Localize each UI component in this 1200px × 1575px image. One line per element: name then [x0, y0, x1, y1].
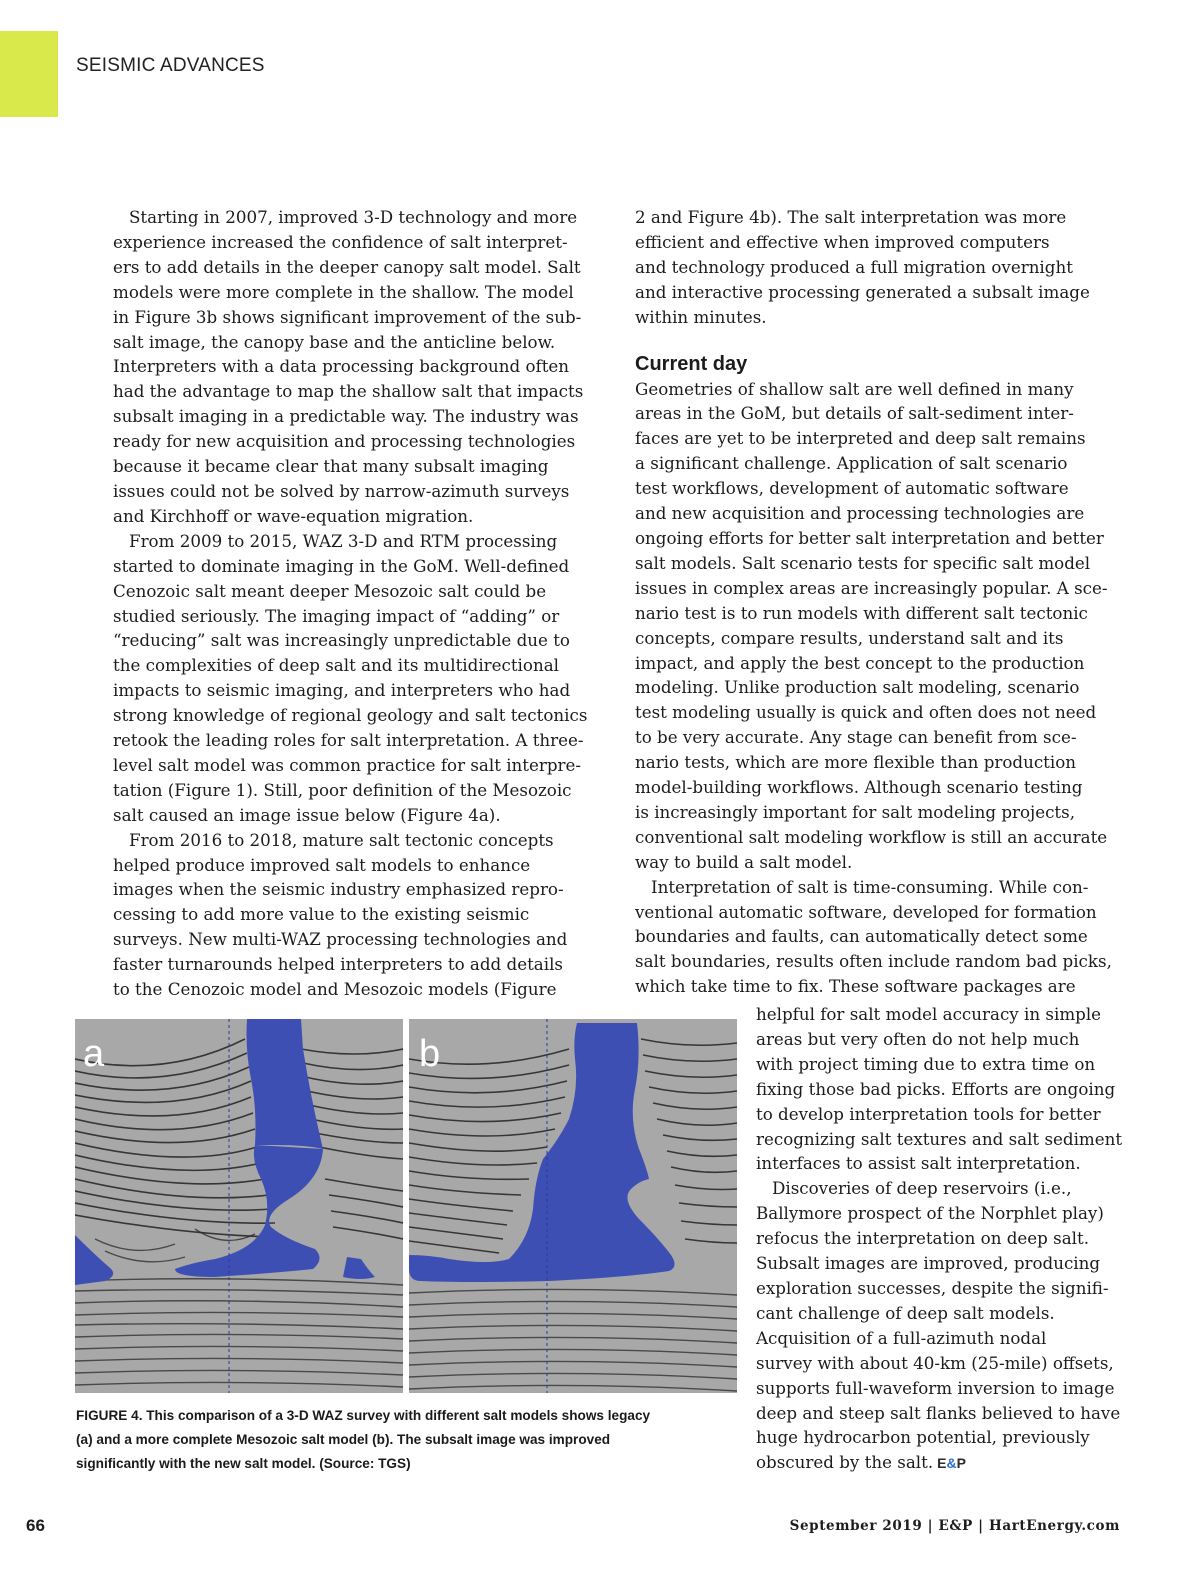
text-line: issues could not be solved by narrow-azimuth surveys: [113, 480, 570, 501]
text-line: salt caused an image issue below (Figure 4a).: [113, 804, 501, 825]
text-line: started to dominate imaging in the GoM. Well-defined: [113, 555, 570, 576]
text-line: deep and steep salt flanks believed to have: [756, 1402, 1121, 1423]
text-line: studied seriously. The imaging impact of “adding” or: [113, 605, 560, 626]
text-line: helped produce improved salt models to enhance: [113, 854, 531, 875]
text-line: fixing those bad picks. Efforts are ongoing: [756, 1078, 1116, 1099]
ep-end-logo: [937, 1451, 966, 1476]
paragraph: [635, 205, 1125, 330]
text-line: faces are yet to be interpreted and deep salt remains: [635, 428, 1086, 449]
text-line: impacts to seismic imaging, and interpreters who had: [113, 680, 571, 701]
paragraph: [113, 828, 593, 1002]
text-line: Interpreters with a data processing background often: [113, 356, 570, 377]
text-line: nario tests, which are more flexible than production: [635, 752, 1077, 773]
caption-line: significantly with the new salt model. (Source: TGS): [76, 1456, 411, 1471]
text-line: strong knowledge of regional geology and salt tectonics: [113, 705, 588, 726]
text-line: and technology produced a full migration overnight: [635, 256, 1073, 277]
text-line: way to build a salt model.: [635, 851, 853, 872]
text-line: ers to add details in the deeper canopy salt model. Salt: [113, 256, 581, 277]
text-line: nario test is to run models with different salt tectonic: [635, 602, 1088, 623]
paragraph: [756, 1002, 1126, 1176]
text-line: obscured by the salt. E&P: [756, 1450, 1126, 1476]
text-line: test modeling usually is quick and often does not need: [635, 702, 1097, 723]
text-line: salt image, the canopy base and the anticline below.: [113, 331, 556, 352]
text-line: ready for new acquisition and processing technologies: [113, 431, 576, 452]
text-line: to be very accurate. Any stage can benefit from sce-: [635, 727, 1077, 748]
text-line: helpful for salt model accuracy in simple: [756, 1004, 1102, 1024]
text-line: the complexities of deep salt and its multidirectional: [113, 655, 559, 676]
text-line: recognizing salt textures and salt sediment: [756, 1128, 1123, 1149]
right-column: [635, 205, 1125, 999]
text-line: areas but very often do not help much: [756, 1028, 1080, 1049]
section-color-tab: [0, 31, 58, 117]
end-mark-e: E: [937, 1455, 947, 1472]
text-line: issues in complex areas are increasingly popular. A sce-: [635, 577, 1108, 598]
text-line: a significant challenge. Application of salt scenario: [635, 453, 1068, 474]
text-line: interfaces to assist salt interpretation.: [756, 1153, 1081, 1174]
end-mark-p: P: [956, 1455, 966, 1472]
text-line: From 2009 to 2015, WAZ 3-D and RTM processing: [129, 530, 558, 551]
text-line: to develop interpretation tools for better: [756, 1103, 1101, 1124]
text-line: tation (Figure 1). Still, poor definition of the Mesozoic: [113, 779, 572, 800]
text-line: with project timing due to extra time on: [756, 1053, 1096, 1074]
text-line: because it became clear that many subsalt imaging: [113, 456, 549, 477]
seismic-panel-a: [75, 1019, 403, 1393]
text-line: within minutes.: [635, 306, 767, 327]
text-line: “reducing” salt was increasingly unpredictable due to: [113, 630, 570, 651]
text-line: Discoveries of deep reservoirs (i.e.,: [772, 1178, 1072, 1199]
text-line: had the advantage to map the shallow salt that impacts: [113, 381, 584, 402]
section-header: SEISMIC ADVANCES: [76, 55, 265, 76]
paragraph: [635, 875, 1125, 1000]
text-line: supports full-waveform inversion to image: [756, 1377, 1115, 1398]
text-line: cessing to add more value to the existing seismic: [113, 904, 530, 925]
text-line: areas in the GoM, but details of salt-sediment inter-: [635, 403, 1074, 424]
text-line: to the Cenozoic model and Mesozoic models (Figure: [113, 979, 557, 1000]
seismic-panel-b: [409, 1019, 737, 1393]
text-line: faster turnarounds helped interpreters to add details: [113, 954, 563, 975]
section-heading: Current day: [635, 352, 748, 375]
footer-info: September 2019 | E&P | HartEnergy.com: [789, 1518, 1120, 1534]
paragraph: [635, 377, 1125, 875]
text-line: refocus the interpretation on deep salt.: [756, 1228, 1090, 1249]
text-line: conventional salt modeling workflow is still an accurate: [635, 826, 1108, 847]
text-line: Subsalt images are improved, producing: [756, 1253, 1101, 1274]
paragraph: [113, 205, 593, 529]
text-line: impact, and apply the best concept to the production: [635, 652, 1085, 673]
text-line: Interpretation of salt is time-consuming. While con-: [651, 876, 1089, 897]
seismic-image-b: [409, 1019, 737, 1393]
narrow-column: [756, 1002, 1126, 1476]
text-line: model-building workflows. Although scenario testing: [635, 777, 1083, 798]
panel-label-a: a: [83, 1033, 105, 1075]
text-line: surveys. New multi-WAZ processing technologies and: [113, 929, 568, 950]
paragraph: [756, 1176, 1126, 1476]
text-line: in Figure 3b shows significant improvement of the sub-: [113, 306, 582, 327]
text-line: subsalt imaging in a predictable way. The industry was: [113, 406, 579, 427]
text-line: test workflows, development of automatic software: [635, 478, 1069, 499]
text-line: models were more complete in the shallow. The model: [113, 281, 574, 302]
text-line: efficient and effective when improved computers: [635, 231, 1050, 252]
text-line: Ballymore prospect of the Norphlet play): [756, 1203, 1104, 1224]
text-line: and Kirchhoff or wave-equation migration.: [113, 505, 474, 526]
seismic-image-a: [75, 1019, 403, 1393]
text-line: experience increased the confidence of salt interpret-: [113, 231, 568, 252]
text-line: retook the leading roles for salt interpretation. A three-: [113, 730, 584, 751]
text-line: modeling. Unlike production salt modeling, scenario: [635, 677, 1080, 698]
paragraph: [113, 529, 593, 828]
text-line: exploration successes, despite the signifi-: [756, 1277, 1109, 1298]
text-line: survey with about 40-km (25-mile) offsets,: [756, 1352, 1114, 1373]
caption-line: FIGURE 4. This comparison of a 3-D WAZ survey with different salt models shows legacy: [76, 1408, 651, 1423]
panel-label-b: b: [419, 1033, 441, 1075]
text-line: Starting in 2007, improved 3-D technology and more: [129, 207, 578, 227]
text-line: salt models. Salt scenario tests for specific salt model: [635, 552, 1091, 573]
text-line: Cenozoic salt meant deeper Mesozoic salt could be: [113, 580, 547, 601]
text-line: 2 and Figure 4b). The salt interpretation was more: [635, 207, 1067, 227]
text-line: boundaries and faults, can automatically detect some: [635, 926, 1088, 947]
figure-4: [75, 1019, 737, 1393]
end-mark-amp: &: [946, 1455, 957, 1472]
text-line: Acquisition of a full-azimuth nodal: [756, 1327, 1047, 1348]
text-line: and new acquisition and processing technologies are: [635, 503, 1085, 524]
text-line: ongoing efforts for better salt interpretation and better: [635, 527, 1104, 548]
text-line: concepts, compare results, understand salt and its: [635, 627, 1064, 648]
left-column: [113, 205, 593, 1002]
text-line: and interactive processing generated a subsalt image: [635, 281, 1090, 302]
text-line: salt boundaries, results often include random bad picks,: [635, 951, 1112, 972]
text-line: From 2016 to 2018, mature salt tectonic concepts: [129, 829, 554, 850]
figure-caption: [76, 1404, 736, 1476]
text-line: Geometries of shallow salt are well defined in many: [635, 378, 1074, 399]
text-line: huge hydrocarbon potential, previously: [756, 1427, 1090, 1448]
text-line: level salt model was common practice for salt interpre-: [113, 754, 582, 775]
text-line: ventional automatic software, developed for formation: [635, 901, 1097, 922]
text-line: images when the seismic industry emphasized repro-: [113, 879, 564, 900]
text-line: is increasingly important for salt modeling projects,: [635, 801, 1075, 822]
caption-line: (a) and a more complete Mesozoic salt model (b). The subsalt image was improved: [76, 1432, 611, 1447]
page-number: 66: [26, 1516, 45, 1535]
text-line: cant challenge of deep salt models.: [756, 1302, 1055, 1323]
text-line: which take time to fix. These software packages are: [635, 976, 1076, 997]
